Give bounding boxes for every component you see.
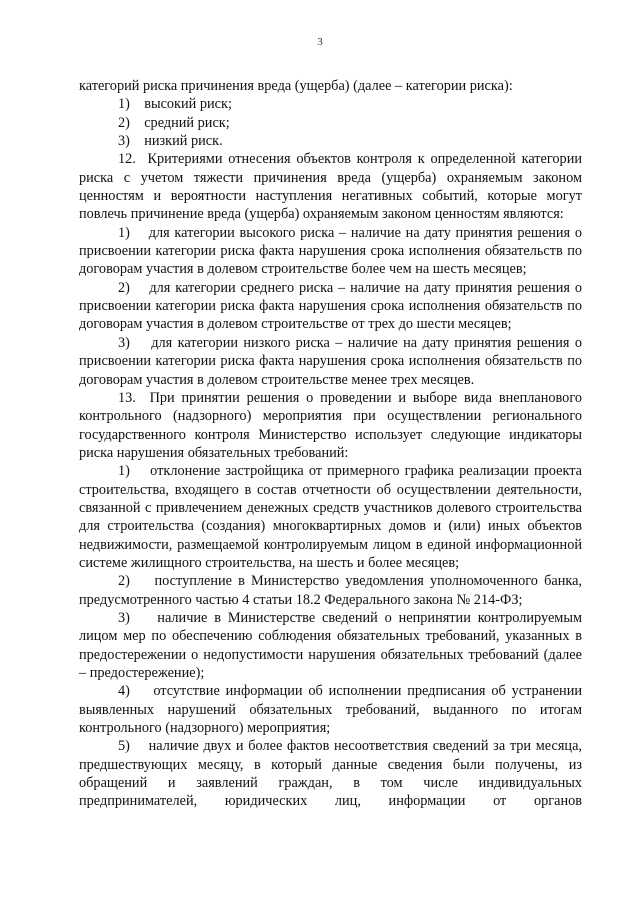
list-item-low-risk: 3) низкий риск. (118, 133, 223, 150)
list-item-high-risk: 1) высокий риск; (118, 96, 232, 113)
paragraph-13-indicators: 13. При принятии решения о проведении и выборе вида внепланового контрольного (надзорного) мероприятия при осуществлении регионального государственного контроля Министерство использует следующие индикаторы риска нарушения обязательных требований: (79, 389, 582, 461)
page-number: 3 (317, 36, 323, 48)
indicator-item-2: 2) поступление в Министерство уведомления уполномоченного банка, предусмотренного частью 4 статьи 18.2 Федерального закона № 214-ФЗ; (79, 573, 582, 608)
criteria-item-medium: 2) для категории среднего риска – наличие на дату принятия решения о присвоении категории риска факта нарушения срока исполнения обязательств по договорам участия в долевом строительстве от трех до шести месяцев; (79, 279, 582, 333)
criteria-item-high: 1) для категории высокого риска – наличие на дату принятия решения о присвоении категории риска факта нарушения срока исполнения обязательств по договорам участия в долевом строительстве более чем на шесть месяцев; (79, 224, 582, 278)
paragraph-12-criteria: 12. Критериями отнесения объектов контроля к определенной категории риска с учетом тяжести причинения вреда (ущерба) охраняемым законом ценностям и вероятности наступления негативных событий, которые могут повлечь причинение вреда (ущерба) охраняемым законом ценностям являются: (79, 151, 582, 223)
list-item-medium-risk: 2) средний риск; (118, 114, 230, 131)
indicator-item-4: 4) отсутствие информации об исполнении предписания об устранении выявленных нарушений обязательных требований, выданного по итогам контрольного (надзорного) мероприятия; (79, 683, 582, 737)
indicator-item-1: 1) отклонение застройщика от примерного графика реализации проекта строительства, входящего в состав отчетности об осуществлении деятельности, связанной с привлечением денежных средств участников долевого строительства для строительства (создания) многоквартирных домов и (или) иных объектов недвижимости, размещаемой контролируемым лицом в единой информационной системе жилищного строительства, на шесть и более месяцев; (79, 463, 582, 571)
document-body (79, 77, 582, 811)
paragraph-categories-intro: категорий риска причинения вреда (ущерба) (далее – категории риска): (79, 78, 513, 94)
criteria-item-low: 3) для категории низкого риска – наличие на дату принятия решения о присвоении категории риска факта нарушения срока исполнения обязательств по договорам участия в долевом строительстве менее трех месяцев. (79, 334, 582, 388)
indicator-item-5: 5) наличие двух и более фактов несоответствия сведений за три месяца, предшествующих месяцу, в который данные сведения были получены, из обращений и заявлений граждан, в том числе индивидуальных предпринимателей, юридических лиц, информации от органов (79, 738, 582, 810)
indicator-item-3: 3) наличие в Министерстве сведений о непринятии контролируемым лицом мер по обеспечению соблюдения обязательных требований, указанных в предостережении о недопустимости нарушения обязательных требований (далее – предостережение); (79, 609, 582, 681)
